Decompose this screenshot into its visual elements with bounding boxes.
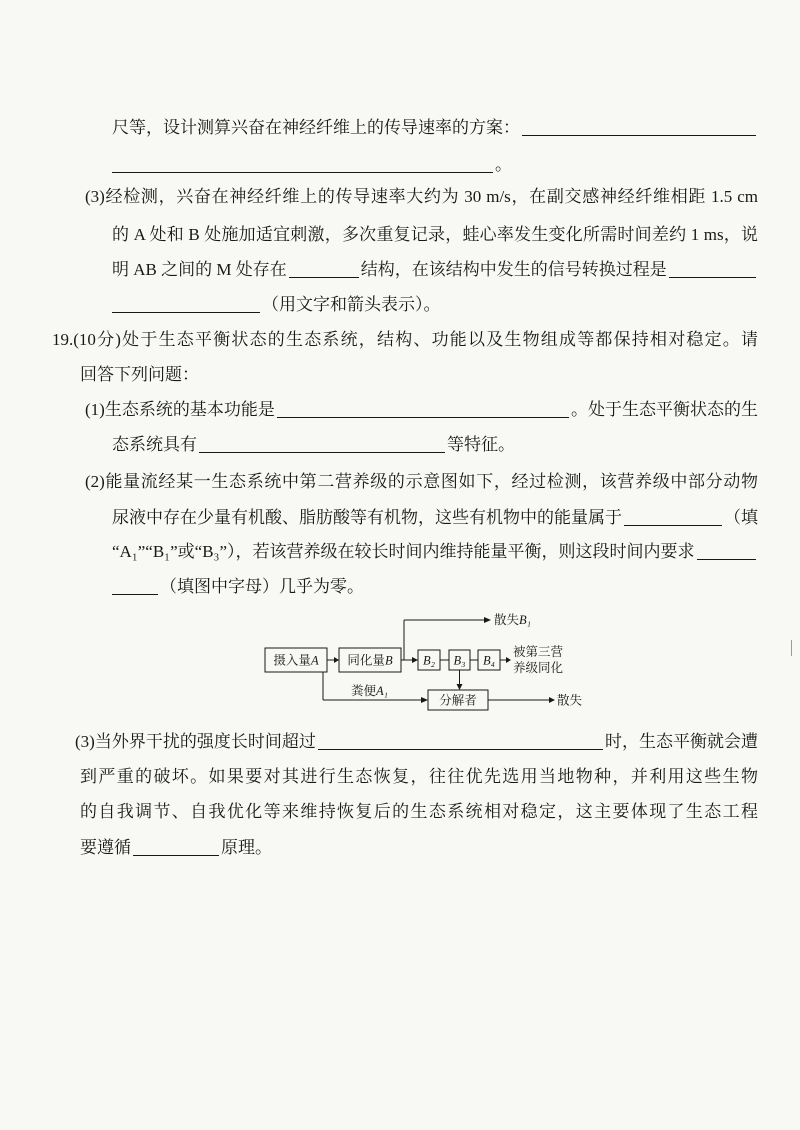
q18-continued-blank-line — [110, 153, 520, 177]
q19-part1-line2 — [112, 433, 572, 457]
loss-b1-arrowhead — [484, 617, 491, 623]
scan-mark — [791, 640, 792, 656]
answer-blank — [669, 263, 756, 278]
feces-symbol: A₁ — [376, 684, 388, 698]
b4-to-third-level-arrowhead — [506, 657, 511, 663]
answer-blank — [133, 841, 219, 856]
b3-to-decomposers-arrowhead — [457, 684, 463, 690]
q19-part2-line2-text-b: （填 — [724, 508, 758, 527]
assimilation-label — [347, 654, 393, 668]
q19-part2-line4-text: （填图中字母）几乎为零。 — [160, 577, 364, 596]
q19-part1-line1-text-b: 。处于生态平衡状态的生 — [571, 400, 758, 419]
q19-part3-line4-text-b: 原理。 — [221, 838, 272, 857]
loss-b1-symbol: B₁ — [519, 613, 531, 627]
question-number: 19. — [52, 330, 74, 349]
q18-part3-line1: (3)经检测，兴奋在神经纤维上的传导速率大约为 30 m/s，在副交感神经纤维相距 1.5 cm — [85, 187, 758, 206]
q19-part1-line2-text-a: 态系统具有 — [112, 435, 197, 454]
q19-part1-line2-text-b: 等特征。 — [447, 435, 515, 454]
q18-continued-text: 尺等，设计测算兴奋在神经纤维上的传导速率的方案： — [112, 118, 520, 137]
q19-part3-line4 — [80, 836, 380, 860]
assimilation-symbol: B — [384, 653, 393, 668]
q19-part2-line2-text-a: 尿液中存在少量有机酸、脂肪酸等有机物，这些有机物中的能量属于 — [112, 508, 622, 527]
q18-part3-line3 — [112, 258, 758, 282]
q19-part1-line1-text-a: (1)生态系统的基本功能是 — [85, 400, 275, 419]
q19-part2-line2 — [112, 506, 758, 530]
answer-blank — [277, 403, 569, 418]
answer-blank — [318, 735, 603, 750]
q19-stem-line1 — [52, 328, 758, 352]
intake-label — [273, 653, 319, 668]
question-score: (10分) — [73, 330, 121, 349]
q18-part3-line3-text-a: 明 AB 之间的 M 处存在 — [112, 260, 287, 279]
energy-flow-diagram — [255, 600, 595, 720]
q19-part2-line1: (2)能量流经某一生态系统中第二营养级的示意图如下，经过检测，该营养级中部分动物 — [85, 472, 758, 491]
answer-blank — [522, 121, 756, 136]
decomposers-label: 分解者 — [439, 693, 477, 708]
answer-blank — [624, 511, 722, 526]
b2-label: B₂ — [423, 653, 435, 668]
q19-part3-line3: 的自我调节、自我优化等来维持恢复后的生态系统相对稳定，这主要体现了生态工程 — [80, 802, 758, 821]
q18-part3-line4 — [110, 293, 510, 317]
intake-text: 摄入量 — [273, 653, 311, 668]
loss-b1-label — [494, 612, 531, 627]
answer-blank — [697, 545, 756, 560]
q19-part3-line1-text-b: 时，生态平衡就会遭 — [605, 732, 758, 751]
feces-text: 粪便 — [351, 684, 377, 698]
q19-stem-text: 处于生态平衡状态的生态系统，结构、功能以及生物组成等都保持相对稳定。请 — [120, 330, 759, 349]
loss-b1-text: 散失 — [494, 613, 520, 627]
q19-part3-line1-text-a: (3)当外界干扰的强度长时间超过 — [75, 732, 316, 751]
answer-blank — [199, 438, 445, 453]
q19-part3-line1 — [75, 730, 758, 754]
q19-part1-line1 — [85, 398, 758, 422]
q19-part3-line2: 到严重的破坏。如果要对其进行生态恢复，往往优先选用当地物种，并利用这些生物 — [80, 767, 758, 786]
q18-part3-line3-text-b: 结构，在该结构中发生的信号转换过程是 — [360, 260, 667, 279]
intake-to-assimilation-arrowhead — [334, 657, 339, 663]
decomposers-to-loss-arrowhead — [549, 697, 555, 703]
q19-part2-line3 — [112, 540, 758, 564]
q18-part3-line2: 的 A 处和 B 处施加适宜刺激，多次重复记录，蛙心率发生变化所需时间差约 1 ms，说 — [112, 225, 758, 244]
feces-label — [351, 683, 388, 698]
q18-continued-line — [112, 116, 758, 140]
answer-blank — [112, 580, 158, 595]
answer-blank — [112, 158, 493, 173]
b4-label: B₄ — [483, 653, 495, 668]
assimilation-to-b2-arrowhead — [412, 657, 418, 663]
q19-stem-line2: 回答下列问题： — [80, 365, 199, 384]
feces-arrowhead — [421, 697, 428, 703]
q19-part3-line4-text-a: 要遵循 — [80, 838, 131, 857]
answer-blank — [112, 298, 260, 313]
q19-part2-line3-text: “A₁”“B₁”或“B₃”），若该营养级在较长时间内维持能量平衡，则这段时间内要求 — [112, 542, 695, 561]
q18-continued-end: 。 — [495, 155, 512, 174]
q19-part2-line4 — [110, 575, 410, 599]
loss-label: 散失 — [557, 693, 583, 708]
answer-blank — [289, 263, 359, 278]
third-level-label-line2: 养级同化 — [513, 661, 564, 675]
assimilation-text: 同化量 — [347, 653, 385, 668]
q18-part3-line4-text: （用文字和箭头表示）。 — [262, 295, 441, 314]
b3-label: B₃ — [453, 653, 466, 668]
intake-symbol: A — [310, 653, 319, 668]
third-level-label-line1: 被第三营 — [513, 645, 564, 659]
